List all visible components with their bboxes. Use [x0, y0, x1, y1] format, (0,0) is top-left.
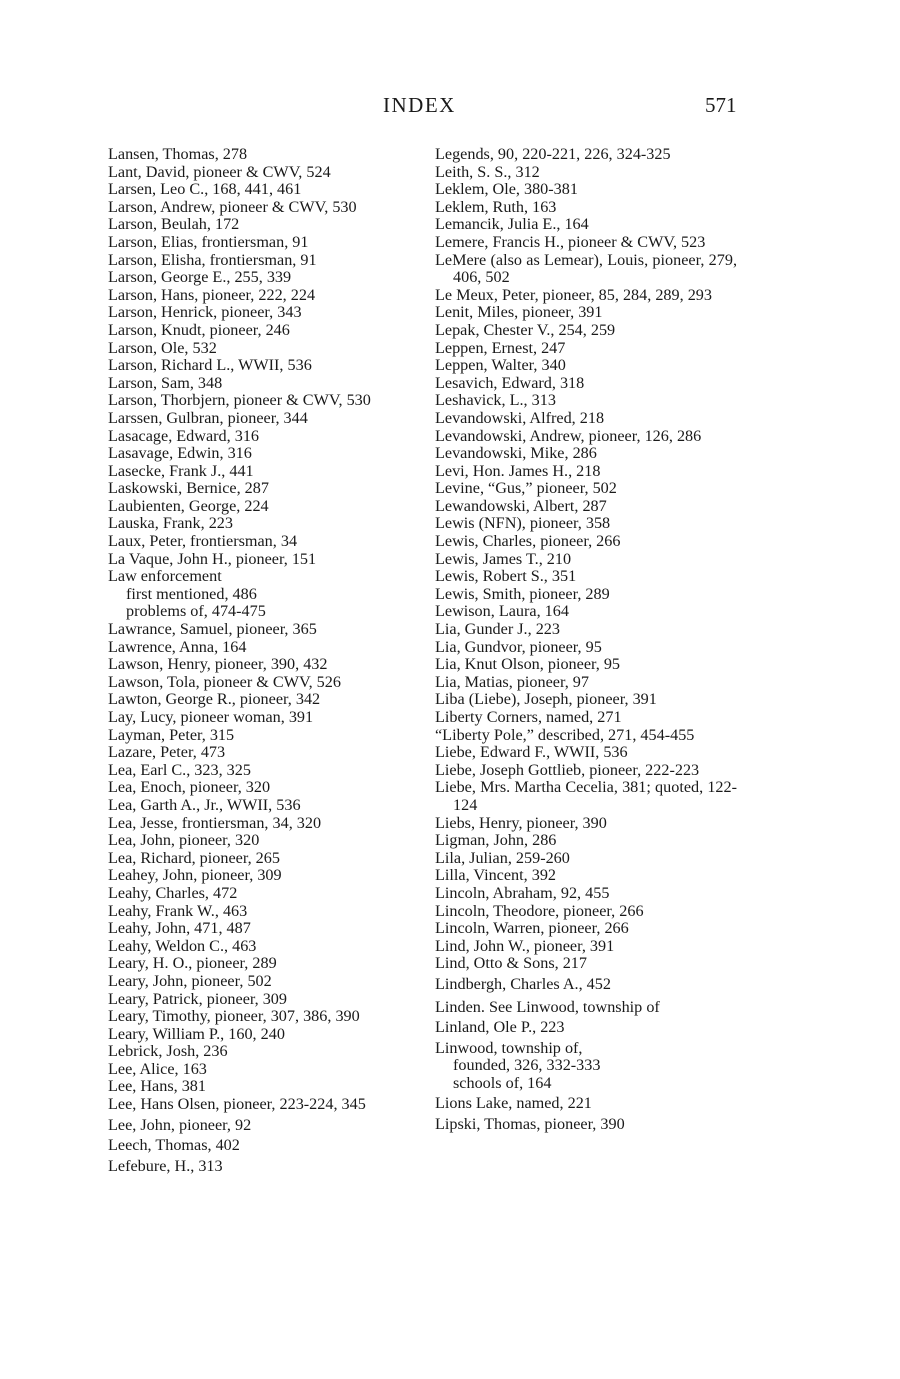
index-entry: LeMere (also as Lemear), Louis, pioneer, 279, 406, 502 — [435, 250, 737, 287]
index-entry: Law enforcement — [108, 567, 222, 586]
index-entry: Leary, John, pioneer, 502 — [108, 971, 272, 990]
index-entry: Lea, Jesse, frontiersman, 34, 320 — [108, 813, 322, 832]
index-entry: Legends, 90, 220-221, 226, 324-325 — [435, 145, 671, 163]
index-entry: Laux, Peter, frontiersman, 34 — [108, 532, 298, 551]
index-entry: Leary, Timothy, pioneer, 307, 386, 390 — [108, 1007, 360, 1026]
index-entry: Lebrick, Josh, 236 — [108, 1042, 228, 1061]
index-entry: Ligman, John, 286 — [435, 831, 557, 850]
index-entry: Lipski, Thomas, pioneer, 390 — [435, 1115, 625, 1134]
index-entry: Lawton, George R., pioneer, 342 — [108, 690, 321, 709]
index-entry: Leary, Patrick, pioneer, 309 — [108, 989, 287, 1008]
index-entry: Levi, Hon. James H., 218 — [435, 461, 601, 480]
index-entry: Lewandowski, Albert, 287 — [435, 496, 607, 515]
index-entry: Larson, Beulah, 172 — [108, 215, 240, 234]
index-entry: Larson, Hans, pioneer, 222, 224 — [108, 285, 316, 304]
index-entry: Lea, Garth A., Jr., WWII, 536 — [108, 795, 301, 814]
index-entry: Leppen, Walter, 340 — [435, 356, 566, 375]
index-entry: Lindbergh, Charles A., 452 — [435, 974, 611, 993]
index-entry: Larson, Henrick, pioneer, 343 — [108, 303, 302, 322]
index-entry: Lind, John W., pioneer, 391 — [435, 936, 615, 955]
index-entry: Liebe, Mrs. Martha Cecelia, 381; quoted, 122-124 — [435, 778, 737, 814]
index-entry: Lilla, Vincent, 392 — [435, 866, 557, 885]
index-entry: Lenit, Miles, pioneer, 391 — [435, 303, 603, 322]
index-entry: Leary, William P., 160, 240 — [108, 1024, 285, 1043]
index-entry: Lincoln, Theodore, pioneer, 266 — [435, 901, 644, 920]
index-entry: Liberty Corners, named, 271 — [435, 708, 622, 726]
index-entry: Lewis, Smith, pioneer, 289 — [435, 584, 610, 603]
index-entry: Leary, H. O., pioneer, 289 — [108, 954, 277, 973]
index-entry: Lepak, Chester V., 254, 259 — [435, 320, 616, 339]
index-entry: Lions Lake, named, 221 — [435, 1094, 592, 1113]
index-entry: Larsen, Leo C., 168, 441, 461 — [108, 180, 302, 199]
index-entry: Levine, “Gus,” pioneer, 502 — [435, 479, 617, 498]
index-entry: Lawrence, Anna, 164 — [108, 637, 247, 656]
index-entry: Lawson, Henry, pioneer, 390, 432 — [108, 655, 328, 674]
page-title: INDEX — [383, 93, 456, 117]
index-entry: Larson, Sam, 348 — [108, 373, 223, 392]
index-entry: Levandowski, Mike, 286 — [435, 444, 597, 463]
index-entry: Lewis, Charles, pioneer, 266 — [435, 532, 621, 551]
index-entry: Lefebure, H., 313 — [108, 1156, 223, 1175]
index-entry: Laubienten, George, 224 — [108, 496, 269, 515]
index-entry: Lawson, Tola, pioneer & CWV, 526 — [108, 672, 341, 691]
index-entry: Lia, Gunder J., 223 — [435, 620, 560, 639]
index-entry: Lazare, Peter, 473 — [108, 743, 226, 762]
page-number: 571 — [705, 93, 737, 117]
index-entry: Lila, Julian, 259-260 — [435, 848, 570, 867]
index-entry: Lemere, Francis H., pioneer & CWV, 523 — [435, 232, 706, 251]
index-entry: Levandowski, Alfred, 218 — [435, 408, 605, 427]
index-entry: Lee, Hans, 381 — [108, 1077, 206, 1096]
index-entry: Le Meux, Peter, pioneer, 85, 284, 289, 293 — [435, 285, 712, 304]
index-entry: Liebe, Joseph Gottlieb, pioneer, 222-223 — [435, 760, 700, 779]
index-entry: Lemancik, Julia E., 164 — [435, 215, 589, 234]
index-entry: Lind, Otto & Sons, 217 — [435, 954, 587, 973]
index-entry: Lay, Lucy, pioneer woman, 391 — [108, 708, 314, 726]
index-entry: Liba (Liebe), Joseph, pioneer, 391 — [435, 690, 657, 709]
index-column-right — [435, 146, 737, 1134]
index-entry: Leahy, John, 471, 487 — [108, 919, 251, 938]
index-entry: Liebe, Edward F., WWII, 536 — [435, 743, 628, 762]
index-entry: Lee, John, pioneer, 92 — [108, 1115, 252, 1134]
index-subentry: founded, 326, 332-333 — [453, 1056, 601, 1075]
index-column-left — [108, 146, 408, 1175]
index-subentry: first mentioned, 486 — [126, 584, 257, 603]
index-entry: La Vaque, John H., pioneer, 151 — [108, 549, 317, 568]
index-subentry: schools of, 164 — [453, 1073, 552, 1092]
index-entry: Lia, Knut Olson, pioneer, 95 — [435, 655, 621, 674]
index-entry: Leklem, Ole, 380-381 — [435, 180, 578, 199]
index-entry: Linwood, township of, — [435, 1038, 583, 1057]
index-entry: “Liberty Pole,” described, 271, 454-455 — [435, 725, 695, 744]
index-entry: Leshavick, L., 313 — [435, 391, 556, 410]
index-entry: Larson, Ole, 532 — [108, 338, 217, 357]
index-entry: Laskowski, Bernice, 287 — [108, 479, 269, 498]
index-entry: Larssen, Gulbran, pioneer, 344 — [108, 408, 308, 427]
index-entry: Larson, George E., 255, 339 — [108, 268, 292, 287]
index-entry: Lasecke, Frank J., 441 — [108, 461, 254, 480]
index-entry: Larson, Richard L., WWII, 536 — [108, 356, 312, 375]
index-entry: Leahy, Frank W., 463 — [108, 901, 248, 920]
index-entry: Leppen, Ernest, 247 — [435, 338, 566, 357]
index-entry: Lauska, Frank, 223 — [108, 514, 233, 533]
index-entry: Lea, John, pioneer, 320 — [108, 831, 260, 850]
index-entry: Levandowski, Andrew, pioneer, 126, 286 — [435, 426, 702, 445]
index-entry: Larson, Elisha, frontiersman, 91 — [108, 250, 317, 269]
index-entry: Linland, Ole P., 223 — [435, 1018, 565, 1037]
index-entry: Larson, Andrew, pioneer & CWV, 530 — [108, 197, 357, 216]
index-entry: Lea, Enoch, pioneer, 320 — [108, 778, 271, 797]
index-entry: Lee, Hans Olsen, pioneer, 223-224, 345 — [108, 1095, 366, 1114]
index-entry: Larson, Thorbjern, pioneer & CWV, 530 — [108, 391, 371, 410]
index-entry: Layman, Peter, 315 — [108, 725, 235, 744]
index-entry: Leith, S. S., 312 — [435, 162, 540, 181]
index-entry: Leahy, Weldon C., 463 — [108, 936, 257, 955]
index-entry: Lincoln, Warren, pioneer, 266 — [435, 919, 629, 938]
index-entry: Leech, Thomas, 402 — [108, 1136, 240, 1155]
index-entry: Lasacage, Edward, 316 — [108, 426, 260, 445]
index-entry: Lewis, Robert S., 351 — [435, 567, 577, 586]
index-entry: Lewis (NFN), pioneer, 358 — [435, 514, 611, 533]
index-entry: Leahey, John, pioneer, 309 — [108, 866, 282, 885]
index-entry: Lea, Earl C., 323, 325 — [108, 760, 251, 779]
index-entry: Linden. See Linwood, township of — [435, 997, 660, 1016]
index-entry: Lewis, James T., 210 — [435, 549, 572, 568]
index-entry: Lia, Matias, pioneer, 97 — [435, 672, 589, 691]
index-entry: Lasavage, Edwin, 316 — [108, 444, 252, 463]
index-entry: Lincoln, Abraham, 92, 455 — [435, 883, 610, 902]
index-entry: Lawrance, Samuel, pioneer, 365 — [108, 620, 317, 639]
index-entry: Lansen, Thomas, 278 — [108, 145, 248, 163]
index-entry: Larson, Knudt, pioneer, 246 — [108, 320, 290, 339]
index-subentry: problems of, 474-475 — [126, 602, 266, 621]
index-entry: Lant, David, pioneer & CWV, 524 — [108, 162, 331, 181]
index-entry: Lia, Gundvor, pioneer, 95 — [435, 637, 602, 656]
index-entry: Lewison, Laura, 164 — [435, 602, 569, 621]
index-entry: Liebs, Henry, pioneer, 390 — [435, 813, 607, 832]
index-entry: Larson, Elias, frontiersman, 91 — [108, 232, 309, 251]
index-entry: Leklem, Ruth, 163 — [435, 197, 557, 216]
index-entry: Lesavich, Edward, 318 — [435, 373, 585, 392]
index-entry: Lee, Alice, 163 — [108, 1059, 207, 1078]
page-header — [0, 93, 900, 127]
index-entry: Leahy, Charles, 472 — [108, 883, 238, 902]
index-entry: Lea, Richard, pioneer, 265 — [108, 848, 280, 867]
